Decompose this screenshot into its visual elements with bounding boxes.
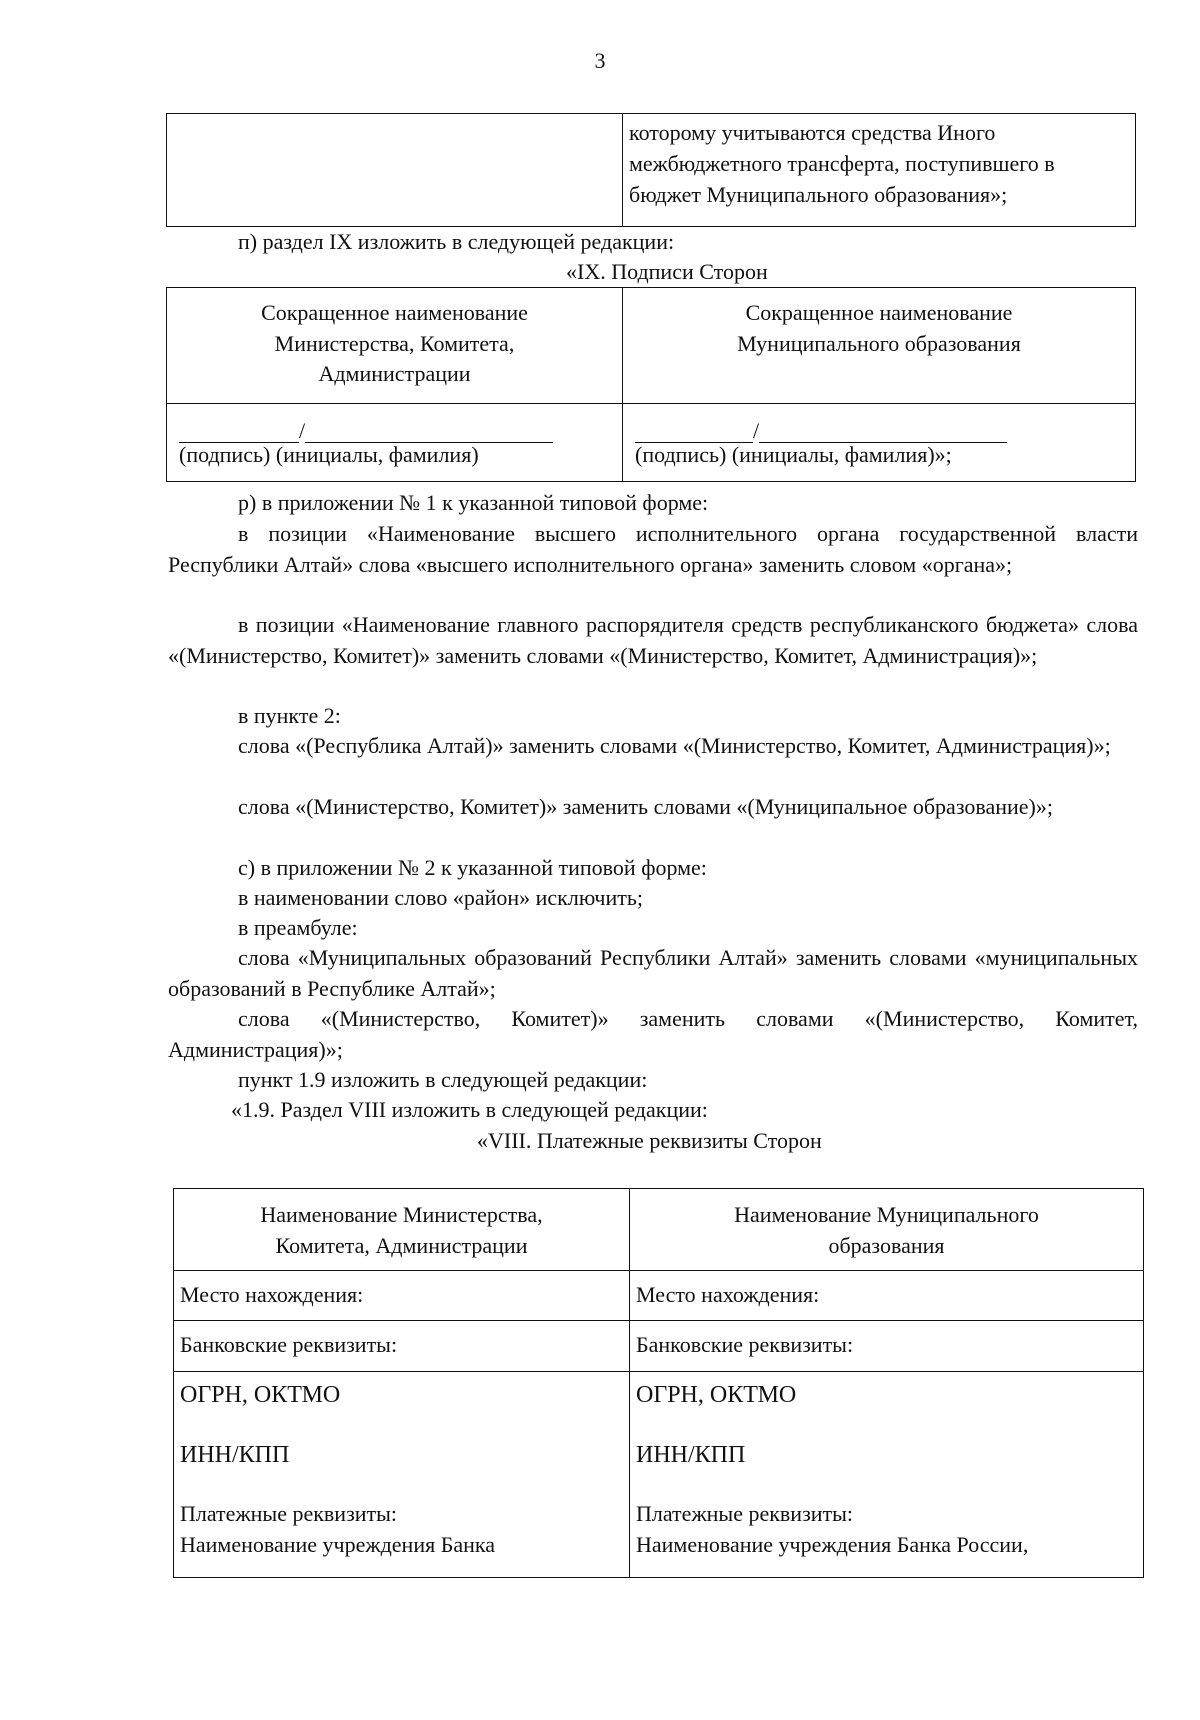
- inn-label-right: ИНН/КПП: [636, 1441, 746, 1468]
- signature-left-header: [167, 288, 623, 404]
- continuation-left-cell: [167, 114, 623, 227]
- signature-table: [166, 287, 1136, 482]
- paragraph-s: с) в приложении № 2 к указанной типовой форме:: [238, 855, 707, 880]
- inn-label-left: ИНН/КПП: [180, 1441, 290, 1468]
- paragraph-s4: слова «(Министерство, Комитет)» заменить словами «(Министерство, Комитет, Администрация)»;: [168, 1006, 1138, 1062]
- requisites-left-bank: [174, 1321, 630, 1372]
- requisites-left-header: [174, 1189, 630, 1271]
- paragraph-r4: слова «(Республика Алтай)» заменить словами «(Министерство, Комитет, Администрация)»;: [238, 733, 1111, 758]
- requisites-table: [173, 1188, 1144, 1578]
- payment-label-right: Платежные реквизиты:: [636, 1501, 854, 1526]
- paragraph-s1: в наименовании слово «район» исключить;: [238, 885, 644, 910]
- paragraph-s5: пункт 1.9 изложить в следующей редакции:: [238, 1067, 648, 1092]
- paragraph-r3: в пункте 2:: [238, 703, 341, 728]
- requisites-right-header: [630, 1189, 1144, 1271]
- requisites-right-details: [630, 1372, 1144, 1578]
- continuation-table: [166, 113, 1136, 227]
- paragraph-s2: в преамбуле:: [238, 915, 358, 940]
- requisites-right-location: [630, 1271, 1144, 1321]
- continuation-right-cell: [623, 114, 1136, 227]
- paragraph-r: р) в приложении № 1 к указанной типовой форме:: [238, 490, 709, 515]
- signature-left-cell: [167, 404, 623, 482]
- signature-left-caption: (подпись) (инициалы, фамилия): [179, 442, 479, 467]
- signature-right-cell: [623, 404, 1136, 482]
- signature-right-slash: /: [753, 417, 760, 443]
- continuation-text: которому учитываются средства Иного межбюджетного трансферта, поступившего в бюджет Муниципального образования»;: [629, 120, 1055, 207]
- paragraph-r2: в позиции «Наименование главного распорядителя средств республиканского бюджета» слова «(Министерство, Комитет)» заменить словами «(Министерство, Комитет, Администрация)»;: [168, 612, 1138, 668]
- signature-right-header-text: Сокращенное наименование Муниципального образования: [737, 300, 1021, 356]
- requisites-right-header-text: Наименование Муниципального образования: [734, 1202, 1039, 1258]
- bank-label-left: Банковские реквизиты:: [180, 1332, 398, 1357]
- signature-left-line: [167, 404, 622, 443]
- signature-right-header: [623, 288, 1136, 404]
- payment-label-left: Платежные реквизиты:: [180, 1501, 398, 1526]
- requisites-left-details: [174, 1372, 630, 1578]
- paragraph-r5: слова «(Министерство, Комитет)» заменить словами «(Муниципальное образование)»;: [238, 794, 1053, 819]
- ogrn-label-right: ОГРН, ОКТМО: [636, 1382, 797, 1408]
- location-label-left: Место нахождения:: [180, 1282, 364, 1307]
- paragraph-p: п) раздел IX изложить в следующей редакции:: [238, 229, 675, 254]
- heading-viii: «VIII. Платежные реквизиты Сторон: [477, 1128, 822, 1153]
- requisites-left-location: [174, 1271, 630, 1321]
- paragraph-s6: «1.9. Раздел VIII изложить в следующей редакции:: [231, 1097, 708, 1122]
- bank-name-left: Наименование учреждения Банка: [180, 1531, 496, 1557]
- page-number: 3: [594, 48, 606, 73]
- paragraph-r1: в позиции «Наименование высшего исполнительного органа государственной власти Республики Алтай» слова «высшего исполнительного органа» заменить словом «органа»;: [168, 521, 1138, 577]
- ogrn-label-left: ОГРН, ОКТМО: [180, 1382, 341, 1408]
- heading-ix: «IX. Подписи Сторон: [566, 259, 768, 284]
- bank-label-right: Банковские реквизиты:: [636, 1332, 854, 1357]
- signature-left-slash: /: [299, 417, 306, 443]
- signature-left-header-text: Сокращенное наименование Министерства, Комитета, Администрации: [261, 300, 528, 386]
- location-label-right: Место нахождения:: [636, 1282, 820, 1307]
- signature-right-caption: (подпись) (инициалы, фамилия)»;: [635, 442, 952, 467]
- requisites-right-bank: [630, 1321, 1144, 1372]
- paragraph-s3: слова «Муниципальных образований Республики Алтай» заменить словами «муниципальных образований в Республике Алтай»;: [168, 945, 1138, 1001]
- requisites-left-header-text: Наименование Министерства, Комитета, Администрации: [260, 1202, 543, 1258]
- signature-right-line: [623, 404, 1135, 443]
- bank-name-right: Наименование учреждения Банка России,: [636, 1531, 1029, 1557]
